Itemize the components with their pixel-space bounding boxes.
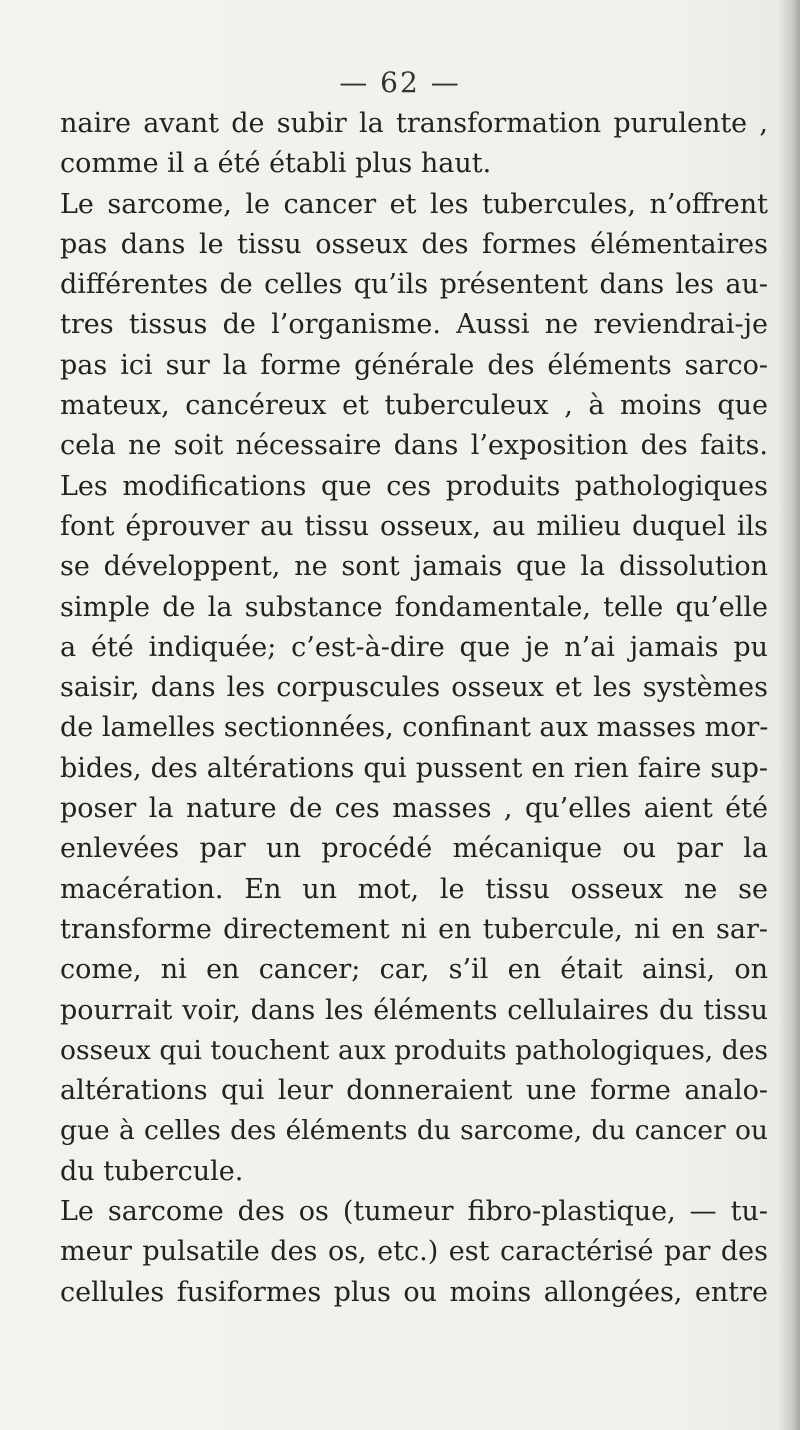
text-line: du tubercule.: [60, 1155, 244, 1187]
text-line: se développent, ne sont jamais que la dissolution: [60, 551, 768, 583]
text-line: saisir, dans les corpuscules osseux et les systèmes: [60, 672, 768, 704]
text-line: altérations qui leur donneraient une forme analo-: [60, 1075, 768, 1107]
text-line: pourrait voir, dans les éléments cellulaires du tissu: [60, 994, 768, 1026]
text-line: macération. En un mot, le tissu osseux ne se: [60, 873, 768, 905]
text-line: come, ni en cancer; car, s’il en était ainsi, on: [60, 954, 768, 986]
text-line: pas ici sur la forme générale des éléments sarco-: [60, 349, 768, 381]
page-number: — 62 —: [339, 66, 461, 99]
text-line: a été indiquée; c’est-à-dire que je n’ai jamais pu: [60, 631, 768, 663]
text-line: mateux, cancéreux et tuberculeux , à moins que: [60, 390, 768, 422]
text-line: font éprouver au tissu osseux, au milieu duquel ils: [60, 510, 768, 542]
text-line: osseux qui touchent aux produits pathologiques, des: [60, 1034, 768, 1066]
text-line: de lamelles sectionnées, confinant aux masses mor-: [60, 712, 769, 744]
text-line: enlevées par un procédé mécanique ou par la: [60, 833, 768, 865]
text-line: cela ne soit nécessaire dans l’exposition des faits.: [60, 430, 768, 462]
page-edge-shadow: [778, 0, 800, 1430]
body-text: [60, 104, 768, 1313]
text-line: poser la nature de ces masses , qu’elles aient été: [60, 793, 768, 825]
text-line: différentes de celles qu’ils présentent dans les au-: [60, 269, 768, 301]
text-line: pas dans le tissu osseux des formes élémentaires: [60, 228, 768, 260]
text-line: meur pulsatile des os, etc.) est caractérisé par des: [60, 1236, 768, 1268]
text-line: tres tissus de l’organisme. Aussi ne reviendrai-je: [60, 309, 768, 341]
text-line: gue à celles des éléments du sarcome, du cancer ou: [60, 1115, 768, 1147]
text-line: Les modifications que ces produits pathologiques: [60, 470, 768, 502]
text-line: naire avant de subir la transformation purulente ,: [60, 108, 768, 139]
text-line: simple de la substance fondamentale, telle qu’elle: [60, 591, 768, 623]
text-line: cellules fusiformes plus ou moins allongées, entre: [60, 1276, 768, 1308]
text-line: Le sarcome, le cancer et les tubercules, n’offrent: [60, 188, 768, 220]
text-line: bides, des altérations qui pussent en rien faire sup-: [60, 752, 768, 784]
text-line: transforme directement ni en tubercule, ni en sar-: [60, 913, 768, 945]
text-line: comme il a été établi plus haut.: [60, 148, 492, 180]
text-line: Le sarcome des os (tumeur fibro-plastique, — tu-: [60, 1196, 768, 1228]
